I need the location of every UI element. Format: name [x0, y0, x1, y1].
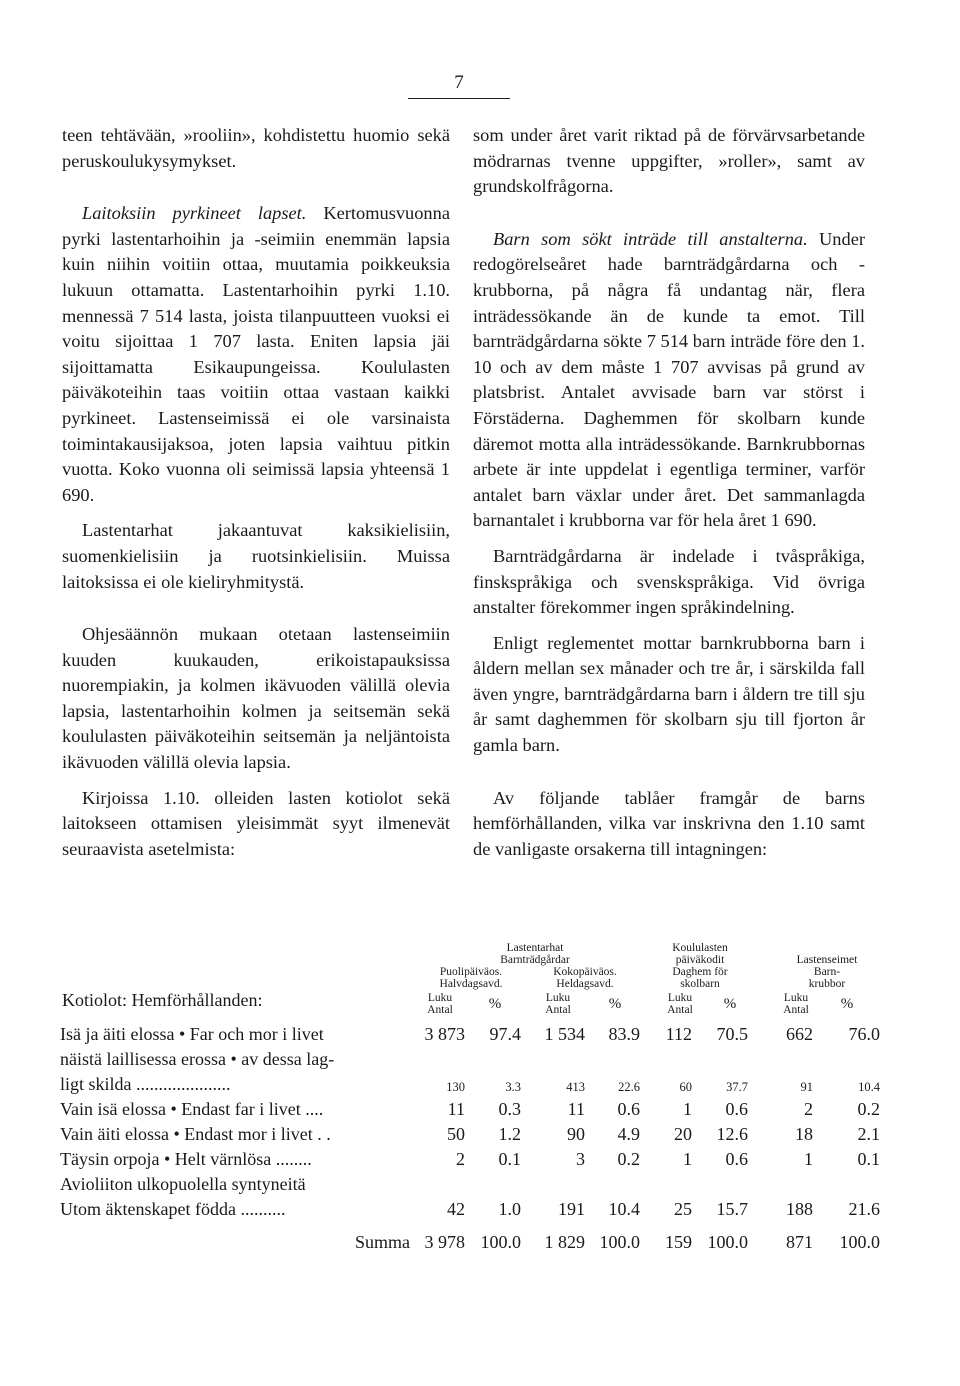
cell: 0.1 — [498, 1149, 521, 1169]
table-row — [60, 1120, 880, 1145]
row-label: Täysin orpoja • Helt värnlösa ........ — [60, 1149, 312, 1169]
row-label: näistä laillisessa erossa • av dessa lag- — [60, 1049, 335, 1069]
cell: 2 — [456, 1149, 465, 1169]
cell: 1.2 — [498, 1124, 521, 1144]
cell: 4.9 — [617, 1124, 640, 1144]
home-conditions-table — [60, 942, 880, 1253]
cell: 871 — [786, 1232, 813, 1252]
cell: 12.6 — [716, 1124, 748, 1144]
cell: 112 — [665, 1024, 692, 1044]
header-barntradgardar: Barnträdgårdar — [500, 954, 570, 966]
header-pct-1: % — [488, 996, 502, 1012]
cell: 100.0 — [599, 1232, 640, 1252]
cell: 191 — [558, 1199, 585, 1219]
cell: 100.0 — [707, 1232, 748, 1252]
right-heading-text: Under redogörelseåret hade barnträdgårdarna och -krubborna, på några få undantag när, flera inträdessökande än de kunde ta emot. — [473, 228, 865, 326]
cell: 60 — [679, 1080, 692, 1094]
header-kokopaivaos: Kokopäiväos. — [553, 966, 617, 978]
header-luku-3: Luku — [667, 992, 693, 1004]
cell: 10.4 — [858, 1080, 880, 1094]
page-number: 7 — [408, 72, 510, 99]
right-paragraph-heading — [473, 227, 865, 534]
cell: 1 — [683, 1099, 692, 1119]
header-puolipaivaos: Puolipäiväos. — [439, 966, 503, 978]
cell: 1 829 — [544, 1232, 585, 1252]
cell: 3 — [576, 1149, 585, 1169]
cell: 37.7 — [726, 1080, 748, 1094]
header-luku-4: Luku — [783, 992, 809, 1004]
cell: 11 — [567, 1099, 585, 1119]
header-lastentarhat: Lastentarhat — [506, 942, 564, 954]
header-antal-1: Antal — [427, 1004, 453, 1016]
right-section-heading: Barn som sökt inträde till anstalterna. — [493, 228, 808, 249]
header-luku-2: Luku — [545, 992, 571, 1004]
cell: 188 — [786, 1199, 813, 1219]
row-label: Utom äktenskapet födda .......... — [60, 1199, 286, 1219]
header-pct-2: % — [608, 996, 622, 1012]
header-paivakodit: päiväkodit — [675, 954, 725, 966]
left-paragraph-intro: teen tehtävään, »rooliin», kohdistettu huomio sekä peruskoulukysymykset. — [62, 125, 450, 171]
row-label: Avioliiton ulkopuolella syntyneitä — [60, 1174, 306, 1194]
cell: 90 — [567, 1124, 585, 1144]
header-pct-4: % — [840, 996, 854, 1012]
cell: 100.0 — [480, 1232, 521, 1252]
cell: 3 978 — [424, 1232, 465, 1252]
cell: 0.6 — [725, 1149, 748, 1169]
left-paragraph-language: Lastentarhat jakaantuvat kaksikielisiin, suomenkielisiin ja ruotsinkielisiin. Muissa laitoksissa ei ole kieliryhmitystä. — [62, 520, 450, 592]
cell: 130 — [446, 1080, 465, 1094]
table-row — [60, 1070, 880, 1095]
header-lastenseimet: Lastenseimet — [796, 954, 858, 966]
right-paragraph-ages: Enligt reglementet mottar barnkrubborna barn i åldern mellan sex månader och tre år, i särskilda fall även yngre, barnträdgårdarna barn i åldern tre till sju år samt daghemmen för skolbarn sju till fjorton år gamla barn. — [473, 632, 865, 756]
cell: 0.3 — [498, 1099, 521, 1119]
cell: 21.6 — [848, 1199, 880, 1219]
cell: 0.2 — [857, 1099, 880, 1119]
table-row — [60, 1195, 880, 1220]
cell: 50 — [447, 1124, 465, 1144]
header-skolbarn: skolbarn — [680, 978, 720, 990]
cell: 18 — [795, 1124, 813, 1144]
row-label: Vain isä elossa • Endast far i livet .... — [60, 1099, 324, 1119]
cell: 22.6 — [618, 1080, 640, 1094]
cell: 1 534 — [544, 1024, 585, 1044]
header-antal-2: Antal — [545, 1004, 571, 1016]
header-heldagsavd: Heldagsavd. — [556, 978, 614, 990]
left-section-heading: Laitoksiin pyrkineet lapset. — [82, 203, 307, 224]
cell: 413 — [566, 1080, 585, 1094]
cell: 2 — [804, 1099, 813, 1119]
table-header — [60, 942, 880, 1020]
cell: 76.0 — [848, 1024, 880, 1044]
row-label: ligt skilda ..................... — [60, 1074, 231, 1094]
cell: 1 — [683, 1149, 692, 1169]
cell: 15.7 — [716, 1199, 748, 1219]
cell: 1 — [804, 1149, 813, 1169]
row-label: Isä ja äiti elossa • Far och mor i livet — [60, 1024, 324, 1044]
cell: 11 — [447, 1099, 465, 1119]
table-row — [60, 1095, 880, 1120]
header-antal-4: Antal — [783, 1004, 809, 1016]
cell: 70.5 — [716, 1024, 748, 1044]
left-paragraph-ages: Ohjesäännön mukaan otetaan lastenseimiin kuuden kuukauden, erikoistapauksissa nuorempiakin, ja kolmen ikävuoden välillä olevia lapsia, lastentarhoihin kolmen ja seitsemän sekä koululasten päiväkoteihin seitsemän ja neljäntoista ikävuoden välillä olevia lapsia. — [62, 624, 450, 773]
table-title: Kotiolot: Hemförhållanden: — [62, 990, 263, 1010]
left-paragraph-tables-intro: Kirjoissa 1.10. olleiden lasten kotiolot sekä laitokseen ottamisen yleisimmät syyt ilmenevät seuraavista asetelmista: — [62, 787, 450, 859]
cell: 3 873 — [424, 1024, 465, 1044]
cell: 25 — [674, 1199, 692, 1219]
header-barn: Barn- — [813, 966, 841, 978]
cell: 10.4 — [608, 1199, 640, 1219]
cell: 2.1 — [857, 1124, 880, 1144]
summa-label: Summa — [354, 1232, 410, 1252]
cell: 97.4 — [489, 1024, 521, 1044]
cell: 3.3 — [505, 1080, 521, 1094]
cell: 83.9 — [608, 1024, 640, 1044]
header-daghem: Daghem för — [672, 966, 728, 978]
cell: 0.1 — [857, 1149, 880, 1169]
header-koululasten: Koululasten — [672, 942, 728, 954]
table-row — [60, 1020, 880, 1045]
left-heading-text: Kertomusvuonna pyrki lastentarhoihin ja -seimiin enemmän lapsia kuin niihin voitiin ottaa, muutamia poikkeuksia lukuun ottamatta. — [62, 203, 450, 300]
row-label: Vain äiti elossa • Endast mor i livet . . — [60, 1124, 331, 1144]
header-krubbor: krubbor — [808, 978, 846, 990]
cell: 42 — [447, 1199, 465, 1219]
header-pct-3: % — [723, 996, 737, 1012]
header-antal-3: Antal — [667, 1004, 693, 1016]
table-row — [60, 1170, 880, 1195]
right-paragraph-intro: som under året varit riktad på de förvärvsarbetande mödrarnas tvenne uppgifter, »roller», samt av grundskolfrågorna. — [473, 125, 865, 197]
header-halvdagsavd: Halvdagsavd. — [439, 978, 503, 990]
right-paragraph-applicants: Till barnträdgårdarna sökte 7 514 barn inträde före den 1. 10 och av dem måste 1 707 avvisas på grund av platsbrist. Antalet avvisade barn var störst i Förstäderna. Daghemmen för skolbarn kunde däremot motta alla inträdessökande. Barnkrubbornas arbete är inte uppdelat i egentliga terminer, varför antalet barn växlar under året. Det sammanlagda barnantalet i krubborna var för hela året 1 690. — [473, 305, 865, 531]
table-row — [60, 1045, 880, 1070]
cell: 0.6 — [725, 1099, 748, 1119]
left-column — [62, 123, 450, 872]
table-row — [60, 1145, 880, 1170]
left-paragraph-heading — [62, 201, 450, 508]
cell: 0.6 — [617, 1099, 640, 1119]
cell: 1.0 — [498, 1199, 521, 1219]
cell: 0.2 — [617, 1149, 640, 1169]
cell: 159 — [665, 1232, 692, 1252]
cell: 100.0 — [839, 1232, 880, 1252]
cell: 20 — [674, 1124, 692, 1144]
right-paragraph-tables-intro: Av följande tablåer framgår de barns hemförhållanden, vilka var inskrivna den 1.10 samt de vanligaste orsakerna till intagningen: — [473, 787, 865, 859]
cell: 91 — [800, 1080, 813, 1094]
left-paragraph-applicants: Lastentarhoihin pyrki 1.10. mennessä 7 514 lasta, joista tilanpuutteen vuoksi ei voitu sijoittaa 1 707 lasta. Eniten lapsia jäi sijoittamatta Esikaupungeissa. Koululasten päiväkoteihin taas voitiin ottaa vastaan kaikki pyrkineet. Lastenseimissä ei ole varsinaista toimintakausijaksoa, joten lapsia vaihtuu pitkin vuotta. Koko vuonna oli seimissä lapsia yhteensä 1 690. — [62, 279, 450, 505]
right-paragraph-language: Barnträdgårdarna är indelade i tvåspråkiga, finskspråkiga och svenskspråkiga. Vid övriga anstalter förekommer ingen språkindelning. — [473, 545, 865, 618]
summa-row — [60, 1220, 880, 1253]
data-table — [60, 1020, 880, 1253]
right-column — [473, 123, 865, 872]
header-luku-1: Luku — [427, 992, 453, 1004]
cell: 662 — [786, 1024, 813, 1044]
